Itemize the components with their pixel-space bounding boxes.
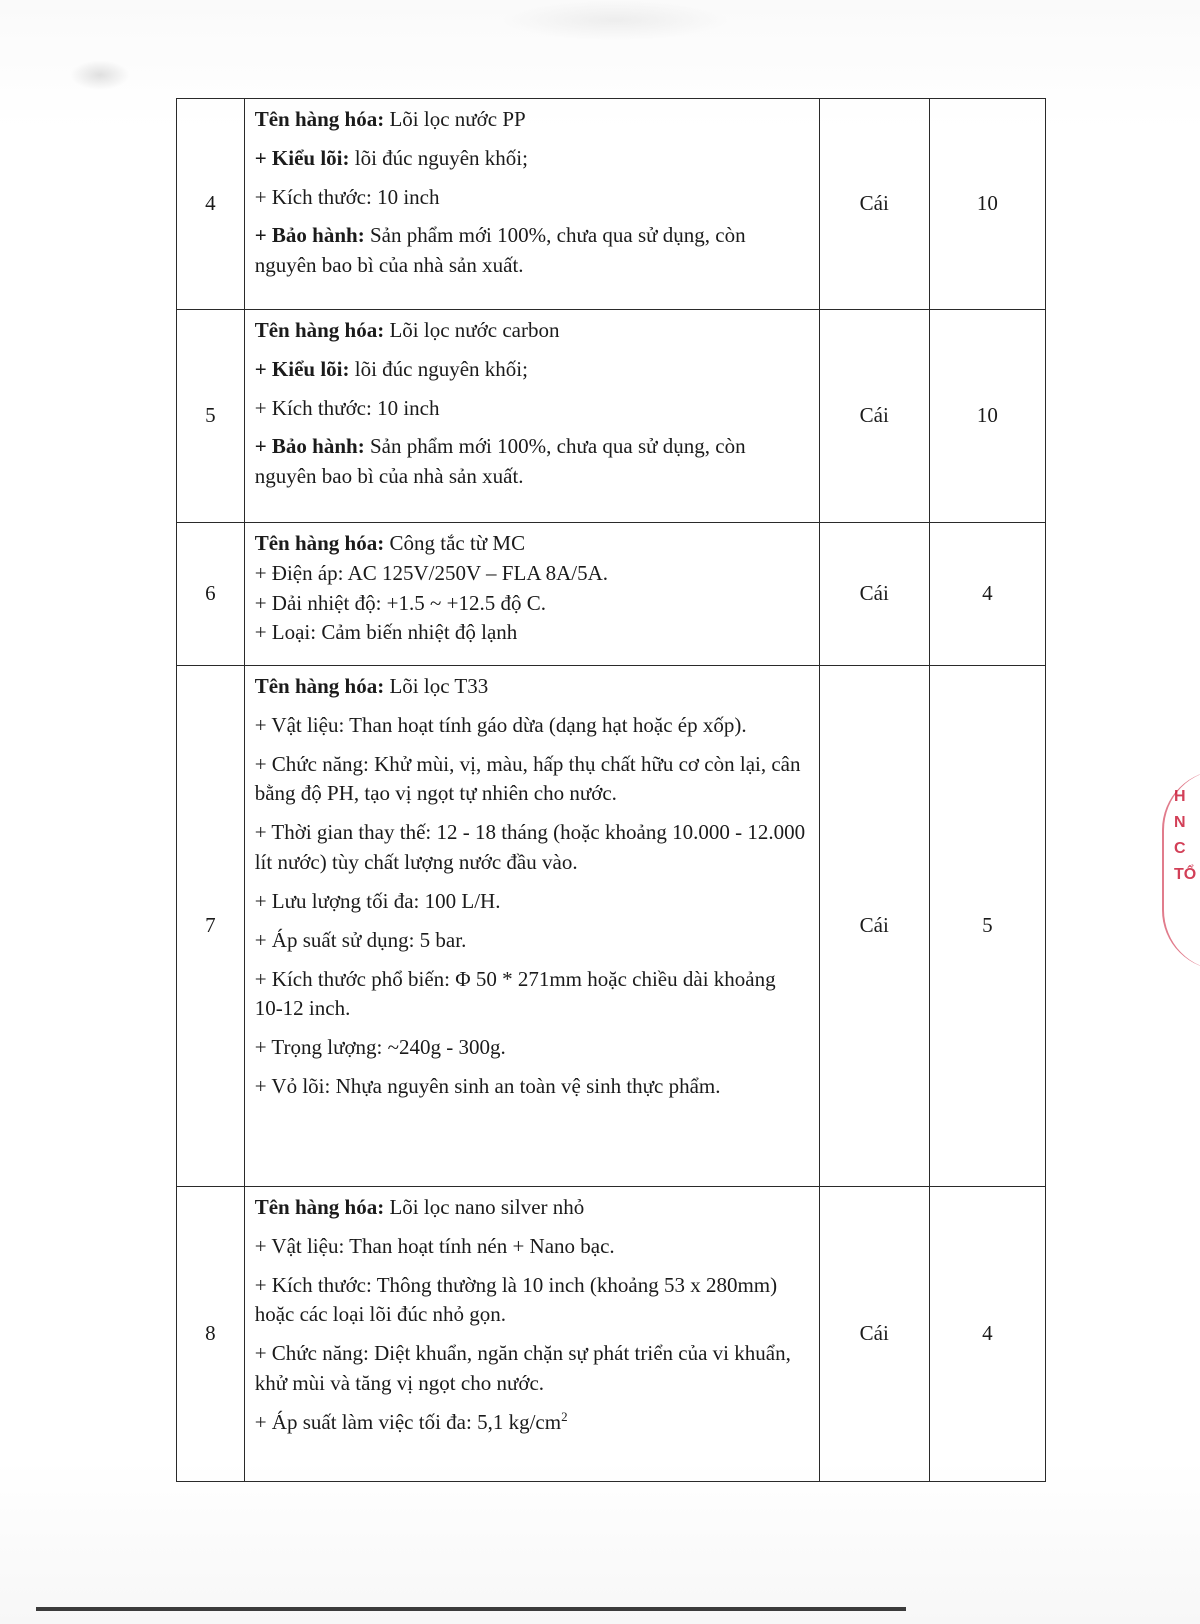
description-line — [255, 1232, 809, 1262]
quantity-cell: 4 — [929, 523, 1045, 666]
description-line — [255, 589, 809, 619]
field-value: Công tắc từ MC — [384, 531, 526, 555]
description-line — [255, 144, 809, 174]
description-line — [255, 183, 809, 213]
field-value: + Chức năng: Diệt khuẩn, ngăn chặn sự phát triển của vi khuẩn, khử mùi và tăng vị ngọt cho nước. — [254, 1341, 791, 1396]
field-value: + Dải nhiệt độ: +1.5 ~ +12.5 độ C. — [254, 590, 546, 615]
field-value: + Loại: Cảm biến nhiệt độ lạnh — [254, 620, 518, 645]
field-value: + Kích thước phổ biến: Φ 50 * 271mm hoặc chiều dài khoảng 10-12 inch. — [254, 966, 776, 1021]
unit-cell: Cái — [819, 310, 929, 523]
table-row — [177, 523, 1046, 666]
description-line — [255, 750, 809, 810]
unit-cell: Cái — [819, 1187, 929, 1482]
field-label: Tên hàng hóa: — [254, 674, 385, 698]
field-value: Lõi lọc nước carbon — [384, 318, 560, 342]
scan-edge-line — [36, 1607, 906, 1611]
field-label: + Kiểu lõi: — [254, 145, 350, 170]
item-description — [244, 523, 819, 666]
scan-speck — [70, 60, 130, 90]
description-line — [255, 887, 809, 917]
description-line — [255, 394, 809, 424]
superscript: 2 — [561, 1408, 568, 1424]
item-description — [244, 666, 819, 1187]
field-value: + Vật liệu: Than hoạt tính gáo dừa (dạng hạt hoặc ép xốp). — [254, 712, 747, 737]
field-value: + Kích thước: 10 inch — [254, 395, 440, 420]
field-label: + Bảo hành: — [254, 434, 365, 459]
description-line — [255, 559, 809, 589]
quantity-cell: 4 — [929, 1187, 1045, 1482]
quantity-cell: 5 — [929, 666, 1045, 1187]
description-line — [255, 1072, 809, 1102]
description-line — [255, 1271, 809, 1331]
unit-cell: Cái — [819, 523, 929, 666]
field-value: Lõi lọc nano silver nhỏ — [384, 1195, 585, 1219]
field-label: Tên hàng hóa: — [254, 1195, 385, 1219]
table-row — [177, 99, 1046, 310]
table-row — [177, 666, 1046, 1187]
table-row — [177, 310, 1046, 523]
field-label: + Kiểu lõi: — [254, 356, 350, 381]
quantity-cell: 10 — [929, 310, 1045, 523]
description-line — [255, 1339, 809, 1399]
table-row — [177, 1187, 1046, 1482]
field-value: Sản phẩm mới 100%, chưa qua sử dụng, còn nguyên bao bì của nhà sản xuất. — [254, 434, 746, 489]
stamp-text: H N C TỔ — [1174, 788, 1197, 883]
field-value: + Lưu lượng tối đa: 100 L/H. — [254, 888, 501, 913]
field-value: lõi đúc nguyên khối; — [349, 145, 528, 170]
description-line — [255, 432, 809, 492]
unit-cell: Cái — [819, 666, 929, 1187]
description-line — [255, 818, 809, 878]
field-value: + Vật liệu: Than hoạt tính nén + Nano bạc. — [254, 1233, 615, 1258]
row-number: 8 — [177, 1187, 245, 1482]
description-line — [255, 672, 809, 702]
field-label: Tên hàng hóa: — [254, 318, 385, 342]
description-line — [255, 105, 809, 135]
quantity-cell: 10 — [929, 99, 1045, 310]
goods-table — [176, 98, 1046, 1482]
field-value: + Điện áp: AC 125V/250V – FLA 8A/5A. — [254, 560, 608, 585]
description-line — [255, 711, 809, 741]
field-value: Sản phẩm mới 100%, chưa qua sử dụng, còn nguyên bao bì của nhà sản xuất. — [254, 223, 746, 278]
description-line — [255, 926, 809, 956]
red-stamp-fragment — [1160, 770, 1200, 970]
field-value: + Vỏ lõi: Nhựa nguyên sinh an toàn vệ sinh thực phẩm. — [254, 1073, 721, 1098]
item-description — [244, 310, 819, 523]
description-line — [255, 1408, 809, 1438]
field-value: Lõi lọc T33 — [384, 674, 489, 698]
field-value: + Áp suất làm việc tối đa: 5,1 kg/cm — [254, 1409, 562, 1434]
row-number: 6 — [177, 523, 245, 666]
field-value: + Thời gian thay thế: 12 - 18 tháng (hoặc khoảng 10.000 - 12.000 lít nước) tùy chất lượng nước đầu vào. — [254, 820, 806, 875]
description-line — [255, 221, 809, 281]
description-line — [255, 316, 809, 346]
description-line — [255, 618, 809, 648]
field-label: Tên hàng hóa: — [254, 531, 385, 555]
row-number: 5 — [177, 310, 245, 523]
item-description — [244, 99, 819, 310]
row-number: 4 — [177, 99, 245, 310]
field-value: Lõi lọc nước PP — [384, 107, 526, 131]
description-line — [255, 1033, 809, 1063]
scan-smudge — [500, 0, 730, 40]
description-line — [255, 355, 809, 385]
field-value: lõi đúc nguyên khối; — [349, 356, 528, 381]
description-line — [255, 1193, 809, 1223]
description-line — [255, 529, 809, 559]
field-label: + Bảo hành: — [254, 223, 365, 248]
field-value: + Áp suất sử dụng: 5 bar. — [254, 927, 467, 952]
field-value: + Kích thước: 10 inch — [254, 184, 440, 209]
description-line — [255, 965, 809, 1025]
field-value: + Chức năng: Khử mùi, vị, màu, hấp thụ chất hữu cơ còn lại, cân bằng độ PH, tạo vị ngọt tự nhiên cho nước. — [254, 751, 801, 806]
item-description — [244, 1187, 819, 1482]
row-number: 7 — [177, 666, 245, 1187]
field-label: Tên hàng hóa: — [254, 107, 385, 131]
field-value: + Kích thước: Thông thường là 10 inch (khoảng 53 x 280mm) hoặc các loại lõi đúc nhỏ gọn. — [254, 1272, 778, 1327]
unit-cell: Cái — [819, 99, 929, 310]
field-value: + Trọng lượng: ~240g - 300g. — [254, 1035, 506, 1060]
